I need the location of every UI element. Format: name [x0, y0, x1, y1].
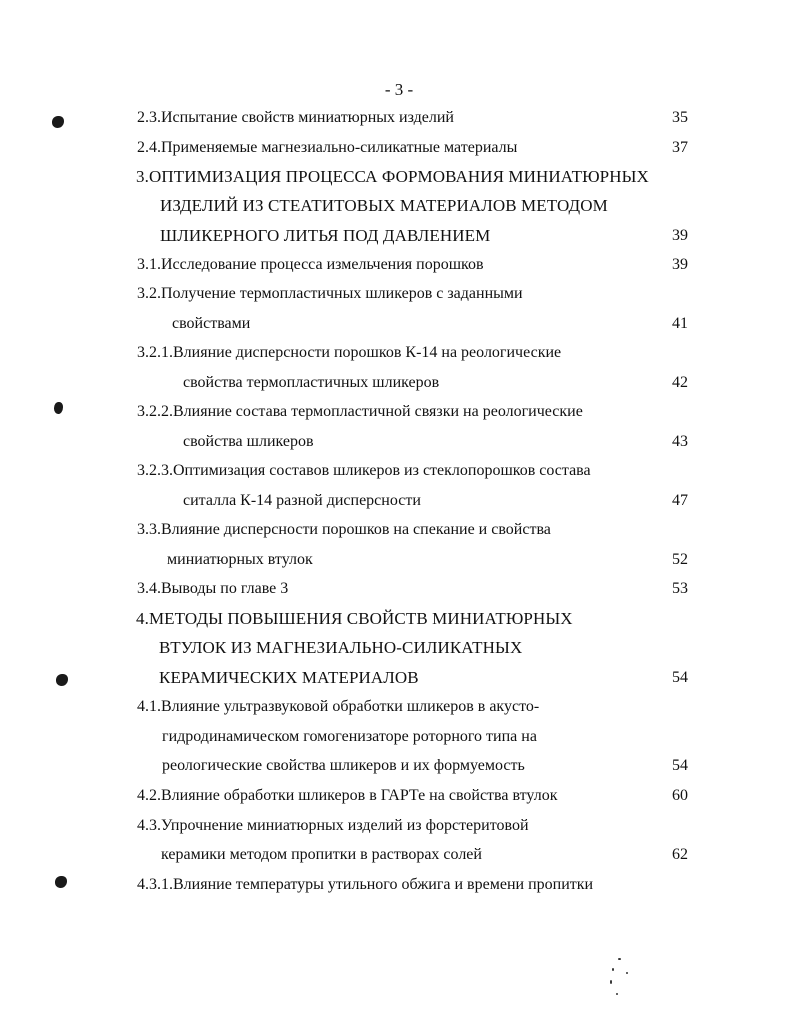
toc-entry-line: 3.2.1.Влияние дисперсности порошков К-14 на реологические — [137, 344, 562, 361]
toc-page-number: 60 — [672, 787, 688, 804]
toc-entry-line: миниатюрных втулок — [167, 551, 313, 568]
toc-page-number: 54 — [672, 757, 688, 774]
page-number: - 3 - — [384, 80, 414, 99]
toc-entry-line: 3.3.Влияние дисперсности порошков на спекание и свойства — [137, 521, 551, 538]
toc-entry-line: 3.2.3.Оптимизация составов шликеров из стеклопорошков состава — [137, 462, 591, 479]
toc-entry-line: 4.2.Влияние обработки шликеров в ГАРТе на свойства втулок — [137, 787, 558, 804]
toc-page-number: 39 — [672, 256, 688, 273]
toc-entry-line: 4.МЕТОДЫ ПОВЫШЕНИЯ СВОЙСТВ МИНИАТЮРНЫХ — [136, 609, 573, 628]
toc-page-number: 35 — [672, 109, 688, 126]
toc-page-number: 62 — [672, 846, 688, 863]
punch-hole-mark — [56, 674, 68, 686]
toc-page-number: 41 — [672, 315, 688, 332]
toc-entry-line: 2.3.Испытание свойств миниатюрных изделий — [137, 109, 454, 126]
toc-entry-line: 4.3.1.Влияние температуры утильного обжига и времени пропитки — [137, 876, 594, 893]
toc-entry-line: реологические свойства шликеров и их формуемость — [162, 757, 525, 774]
toc-entry-line: ситалла К-14 разной дисперсности — [183, 492, 421, 509]
toc-entry-line: свойствами — [172, 315, 251, 332]
toc-entry-line: ВТУЛОК ИЗ МАГНЕЗИАЛЬНО-СИЛИКАТНЫХ — [159, 638, 523, 657]
toc-page-number: 53 — [672, 580, 688, 597]
toc-page-number: 43 — [672, 433, 688, 450]
toc-entry-line: 2.4.Применяемые магнезиально-силикатные материалы — [137, 139, 518, 156]
toc-entry-line: КЕРАМИЧЕСКИХ МАТЕРИАЛОВ — [159, 668, 419, 687]
toc-entry-line: 3.4.Выводы по главе 3 — [137, 580, 289, 597]
toc-page-number: 54 — [672, 669, 688, 686]
toc-entry-line: 4.1.Влияние ультразвуковой обработки шликеров в акусто- — [137, 698, 540, 715]
toc-entry-line: 4.3.Упрочнение миниатюрных изделий из форстеритовой — [137, 817, 529, 834]
toc-page-number: 37 — [672, 139, 688, 156]
toc-entry-line: 3.2.Получение термопластичных шликеров с заданными — [137, 285, 523, 302]
toc-entry-line: ИЗДЕЛИЙ ИЗ СТЕАТИТОВЫХ МАТЕРИАЛОВ МЕТОДОМ — [160, 196, 608, 215]
punch-hole-mark — [55, 876, 67, 888]
toc-entry-line: гидродинамическом гомогенизаторе роторного типа на — [162, 728, 537, 745]
punch-hole-mark — [52, 116, 64, 128]
toc-page-number: 39 — [672, 227, 688, 244]
toc-entry-line: 3.ОПТИМИЗАЦИЯ ПРОЦЕССА ФОРМОВАНИЯ МИНИАТЮРНЫХ — [136, 167, 649, 186]
toc-entry-line: свойства шликеров — [183, 433, 314, 450]
toc-page-number: 52 — [672, 551, 688, 568]
toc-page-number: 47 — [672, 492, 688, 509]
toc-entry-line: 3.1.Исследование процесса измельчения порошков — [137, 256, 484, 273]
toc-page-number: 42 — [672, 374, 688, 391]
toc-entry-line: 3.2.2.Влияние состава термопластичной связки на реологические — [137, 403, 583, 420]
punch-hole-mark — [54, 402, 63, 414]
toc-entry-line: ШЛИКЕРНОГО ЛИТЬЯ ПОД ДАВЛЕНИЕМ — [160, 226, 491, 245]
toc-entry-line: керамики методом пропитки в растворах солей — [161, 846, 482, 863]
toc-entry-line: свойства термопластичных шликеров — [183, 374, 440, 391]
